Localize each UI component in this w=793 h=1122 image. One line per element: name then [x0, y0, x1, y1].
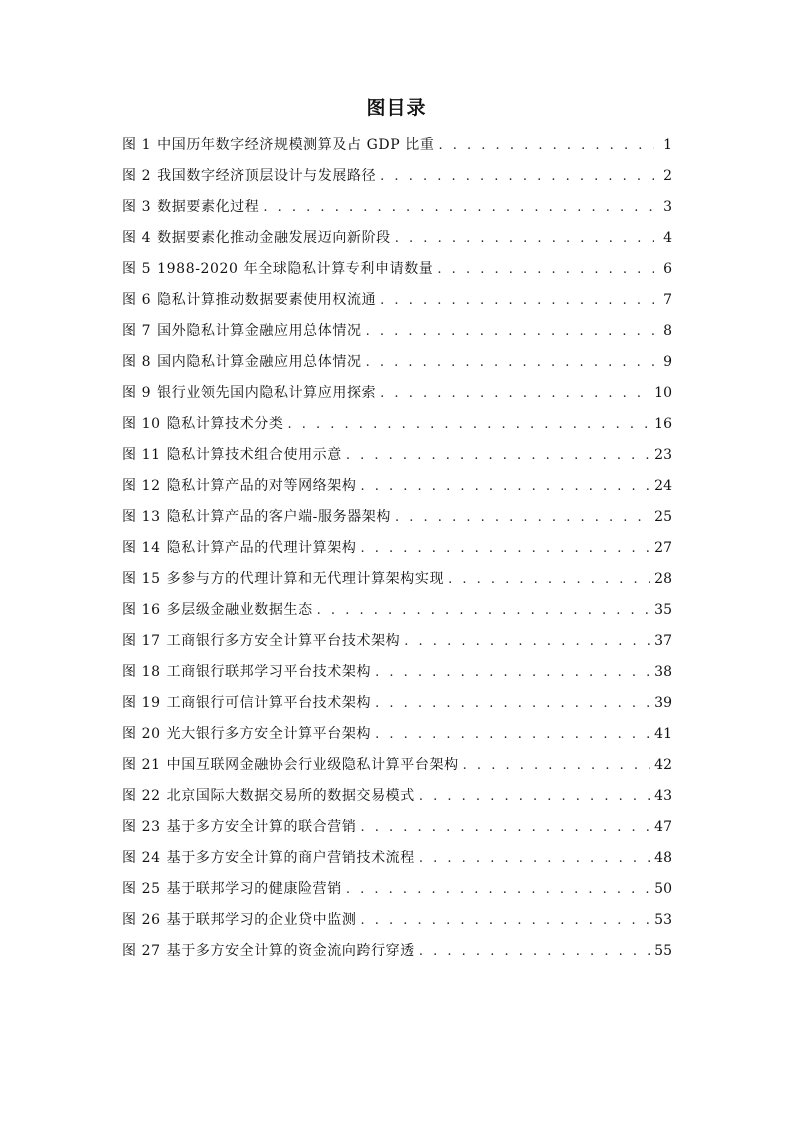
- figure-caption: 国内隐私计算金融应用总体情况: [157, 354, 362, 370]
- dot-leader: [380, 378, 650, 409]
- toc-entry[interactable]: [122, 626, 672, 657]
- dot-leader: [317, 595, 651, 626]
- toc-entry-label: [122, 316, 362, 347]
- toc-entry-label: [122, 471, 356, 502]
- page-number: 2: [663, 168, 672, 184]
- dot-leader: [439, 130, 655, 161]
- toc-entry-label: [122, 130, 435, 161]
- toc-entry[interactable]: [122, 130, 672, 161]
- toc-entry-label: [122, 347, 362, 378]
- page-number: 25: [654, 509, 672, 525]
- dot-leader: [395, 502, 650, 533]
- figure-caption: 基于多方安全计算的资金流向跨行穿透: [166, 943, 415, 959]
- figure-number: 图 13: [122, 509, 161, 525]
- figure-number: 图 26: [122, 912, 161, 928]
- toc-entry[interactable]: [122, 719, 672, 750]
- page-title: 图目录: [366, 97, 427, 119]
- dot-leader: [366, 316, 654, 347]
- toc-entry-label: [122, 378, 376, 409]
- toc-entry-label: [122, 657, 371, 688]
- toc-entry[interactable]: [122, 378, 672, 409]
- figure-caption: 多层级金融业数据生态: [166, 602, 313, 618]
- page-number: 43: [654, 788, 672, 804]
- dot-leader: [380, 161, 654, 192]
- toc-entry[interactable]: [122, 192, 672, 223]
- figure-caption: 隐私计算产品的对等网络架构: [166, 478, 357, 494]
- page-number: 47: [654, 819, 672, 835]
- figure-caption: 数据要素化过程: [157, 199, 260, 215]
- toc-entry[interactable]: [122, 812, 672, 843]
- page-number: 37: [654, 633, 672, 649]
- figure-number: 图 6: [122, 292, 152, 308]
- figure-caption: 基于多方安全计算的联合营销: [166, 819, 357, 835]
- page-number: 7: [663, 292, 672, 308]
- figure-number: 图 10: [122, 416, 161, 432]
- figure-caption: 多参与方的代理计算和无代理计算架构实现: [166, 571, 445, 587]
- figure-caption: 我国数字经济顶层设计与发展路径: [157, 168, 377, 184]
- toc-entry-label: [122, 223, 391, 254]
- dot-leader: [419, 781, 650, 812]
- toc-entry-label: [122, 688, 371, 719]
- figure-caption: 基于多方安全计算的商户营销技术流程: [166, 850, 415, 866]
- figure-number: 图 21: [122, 757, 161, 773]
- dot-leader: [360, 533, 650, 564]
- figure-number: 图 4: [122, 230, 152, 246]
- toc-entry[interactable]: [122, 657, 672, 688]
- toc-entry[interactable]: [122, 316, 672, 347]
- page-number: 28: [654, 571, 672, 587]
- toc-entry[interactable]: [122, 905, 672, 936]
- figure-number: 图 15: [122, 571, 161, 587]
- toc-entry[interactable]: [122, 936, 672, 967]
- page-number: 16: [654, 416, 672, 432]
- figure-number: 图 22: [122, 788, 161, 804]
- toc-entry[interactable]: [122, 750, 672, 781]
- toc-entry-label: [122, 564, 444, 595]
- dot-leader: [375, 688, 650, 719]
- page-number: 27: [654, 540, 672, 556]
- figure-number: 图 17: [122, 633, 161, 649]
- page-number: 38: [654, 664, 672, 680]
- page-number: 35: [654, 602, 672, 618]
- toc-entry[interactable]: [122, 533, 672, 564]
- figure-number: 图 11: [122, 447, 161, 463]
- toc-entry[interactable]: [122, 409, 672, 440]
- figure-number: 图 2: [122, 168, 152, 184]
- page-number: 23: [654, 447, 672, 463]
- figure-caption: 1988-2020 年全球隐私计算专利申请数量: [157, 261, 434, 277]
- dot-leader: [287, 409, 650, 440]
- dot-leader: [419, 843, 650, 874]
- page-number: 39: [654, 695, 672, 711]
- page-number: 3: [663, 199, 672, 215]
- figure-number: 图 18: [122, 664, 161, 680]
- dot-leader: [437, 254, 654, 285]
- toc-entry-label: [122, 936, 415, 967]
- toc-entry[interactable]: [122, 564, 672, 595]
- toc-entry[interactable]: [122, 161, 672, 192]
- page-number: 48: [654, 850, 672, 866]
- page-number: 41: [654, 726, 672, 742]
- figure-caption: 银行业领先国内隐私计算应用探索: [157, 385, 377, 401]
- figure-caption: 光大银行多方安全计算平台架构: [166, 726, 372, 742]
- toc-entry-label: [122, 285, 376, 316]
- toc-entry[interactable]: [122, 874, 672, 905]
- figure-caption: 基于联邦学习的健康险营销: [166, 881, 342, 897]
- figure-number: 图 16: [122, 602, 161, 618]
- dot-leader: [346, 440, 650, 471]
- figure-caption: 隐私计算产品的客户端-服务器架构: [166, 509, 392, 525]
- toc-entry-label: [122, 502, 391, 533]
- dot-leader: [380, 285, 654, 316]
- figure-caption: 工商银行可信计算平台技术架构: [166, 695, 372, 711]
- toc-entry[interactable]: [122, 285, 672, 316]
- page-number: 8: [663, 323, 672, 339]
- toc-entry-label: [122, 843, 415, 874]
- figure-list: [122, 130, 672, 967]
- dot-leader: [375, 657, 650, 688]
- toc-entry[interactable]: [122, 440, 672, 471]
- figure-caption: 工商银行多方安全计算平台技术架构: [166, 633, 401, 649]
- figure-number: 图 14: [122, 540, 161, 556]
- toc-entry-label: [122, 719, 371, 750]
- page-number: 24: [654, 478, 672, 494]
- dot-leader: [360, 471, 650, 502]
- figure-number: 图 25: [122, 881, 161, 897]
- dot-leader: [360, 905, 650, 936]
- dot-leader: [375, 719, 650, 750]
- figure-number: 图 5: [122, 261, 152, 277]
- figure-number: 图 1: [122, 137, 152, 153]
- page-number: 55: [654, 943, 672, 959]
- page-number: 1: [663, 137, 672, 153]
- toc-entry-label: [122, 750, 459, 781]
- page-number: 50: [654, 881, 672, 897]
- page-number: 9: [663, 354, 672, 370]
- dot-leader: [346, 874, 650, 905]
- toc-entry[interactable]: [122, 688, 672, 719]
- dot-leader: [463, 750, 651, 781]
- figure-number: 图 23: [122, 819, 161, 835]
- page-number: 4: [663, 230, 672, 246]
- figure-number: 图 8: [122, 354, 152, 370]
- toc-entry[interactable]: [122, 843, 672, 874]
- figure-number: 图 20: [122, 726, 161, 742]
- figure-number: 图 24: [122, 850, 161, 866]
- dot-leader: [263, 192, 654, 223]
- toc-entry[interactable]: [122, 595, 672, 626]
- toc-entry[interactable]: [122, 502, 672, 533]
- toc-entry[interactable]: [122, 781, 672, 812]
- figure-caption: 隐私计算推动数据要素使用权流通: [157, 292, 377, 308]
- dot-leader: [366, 347, 654, 378]
- figure-caption: 隐私计算产品的代理计算架构: [166, 540, 357, 556]
- page-number: 10: [654, 385, 672, 401]
- toc-entry-label: [122, 905, 356, 936]
- figure-number: 图 19: [122, 695, 161, 711]
- page-number: 6: [663, 261, 672, 277]
- figure-caption: 数据要素化推动金融发展迈向新阶段: [157, 230, 391, 246]
- toc-entry-label: [122, 626, 400, 657]
- toc-entry-label: [122, 781, 415, 812]
- toc-entry[interactable]: [122, 347, 672, 378]
- figure-caption: 隐私计算技术分类: [166, 416, 284, 432]
- dot-leader: [448, 564, 650, 595]
- dot-leader: [360, 812, 650, 843]
- figure-caption: 基于联邦学习的企业贷中监测: [166, 912, 357, 928]
- figure-caption: 北京国际大数据交易所的数据交易模式: [166, 788, 415, 804]
- toc-entry-label: [122, 533, 356, 564]
- dot-leader: [395, 223, 654, 254]
- figure-number: 图 3: [122, 199, 152, 215]
- toc-entry-label: [122, 192, 259, 223]
- toc-entry-label: [122, 440, 342, 471]
- toc-entry[interactable]: [122, 223, 672, 254]
- toc-entry[interactable]: [122, 254, 672, 285]
- page-number: 42: [654, 757, 672, 773]
- figure-caption: 中国互联网金融协会行业级隐私计算平台架构: [166, 757, 459, 773]
- figure-number: 图 9: [122, 385, 152, 401]
- toc-entry-label: [122, 874, 342, 905]
- figure-caption: 中国历年数字经济规模测算及占 GDP 比重: [157, 137, 435, 153]
- figure-number: 图 7: [122, 323, 152, 339]
- toc-entry-label: [122, 254, 433, 285]
- toc-entry-label: [122, 812, 356, 843]
- figure-number: 图 27: [122, 943, 161, 959]
- toc-entry[interactable]: [122, 471, 672, 502]
- page-number: 53: [654, 912, 672, 928]
- figure-caption: 国外隐私计算金融应用总体情况: [157, 323, 362, 339]
- figure-number: 图 12: [122, 478, 161, 494]
- figure-caption: 隐私计算技术组合使用示意: [166, 447, 342, 463]
- toc-entry-label: [122, 595, 313, 626]
- dot-leader: [404, 626, 650, 657]
- dot-leader: [419, 936, 650, 967]
- figure-caption: 工商银行联邦学习平台技术架构: [166, 664, 372, 680]
- toc-entry-label: [122, 161, 376, 192]
- toc-entry-label: [122, 409, 283, 440]
